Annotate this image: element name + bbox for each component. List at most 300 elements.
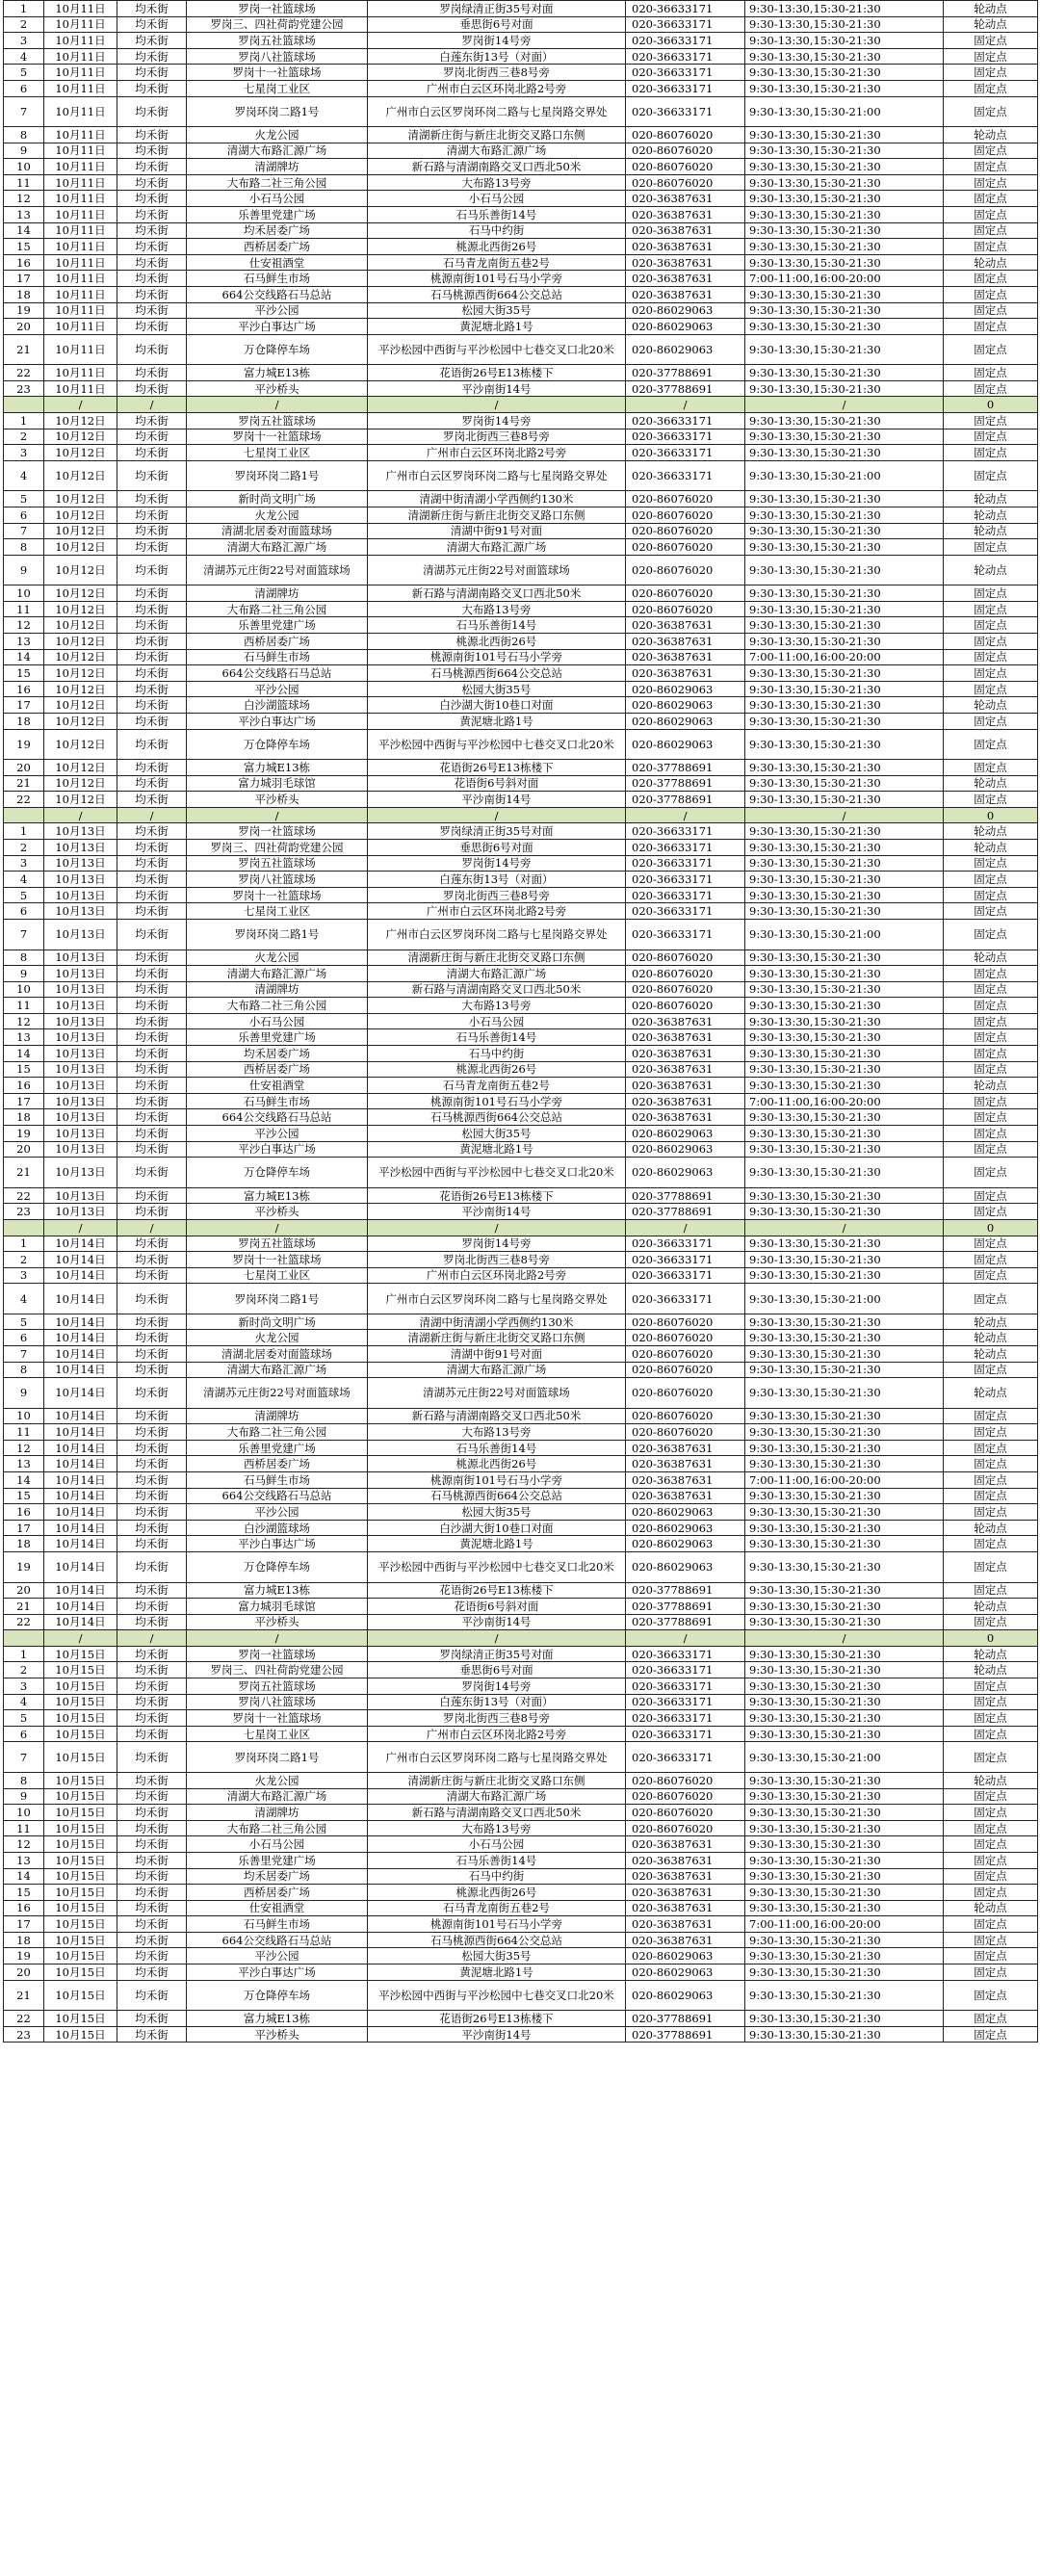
hours-cell: 7:00-11:00,16:00-20:00: [745, 1472, 944, 1489]
date-cell: 10月13日: [44, 823, 117, 840]
table-row: [4, 239, 1038, 255]
phone-cell: 020-37788691: [626, 2011, 745, 2027]
address-cell: 石马桃源西街664公交总站: [368, 287, 626, 303]
street-cell: 均禾街: [117, 1820, 187, 1836]
date-cell: 10月12日: [44, 460, 117, 491]
hours-cell: 7:00-11:00,16:00-20:00: [745, 1093, 944, 1109]
hours-cell: 9:30-13:30,15:30-21:30: [745, 1158, 944, 1188]
date-cell: 10月12日: [44, 697, 117, 714]
hours-cell: 9:30-13:30,15:30-21:00: [745, 460, 944, 491]
hours-cell: 9:30-13:30,15:30-21:30: [745, 665, 944, 682]
table-row: [4, 507, 1038, 523]
table-row: [4, 1126, 1038, 1142]
address-cell: 罗岗绿清正街35号对面: [368, 823, 626, 840]
phone-cell: 020-37788691: [626, 1614, 745, 1630]
site-type-cell: 固定点: [944, 143, 1038, 159]
hours-cell: 9:30-13:30,15:30-21:30: [745, 1488, 944, 1504]
phone-cell: 020-37788691: [626, 775, 745, 792]
site-name-cell: 罗岗十一社篮球场: [187, 887, 368, 903]
phone-cell: 020-86076020: [626, 1805, 745, 1821]
hours-cell: 9:30-13:30,15:30-21:30: [745, 855, 944, 872]
row-index: 19: [4, 729, 44, 760]
phone-cell: 020-36633171: [626, 429, 745, 445]
site-type-cell: 固定点: [944, 445, 1038, 461]
address-cell: 花语街26号E13栋楼下: [368, 760, 626, 776]
street-cell: 均禾街: [117, 1536, 187, 1552]
date-cell: 10月14日: [44, 1236, 117, 1252]
site-type-cell: 固定点: [944, 1852, 1038, 1868]
date-cell: 10月14日: [44, 1408, 117, 1424]
site-name-cell: 平沙公园: [187, 1948, 368, 1965]
phone-cell: 020-86076020: [626, 1314, 745, 1330]
row-index: 18: [4, 1109, 44, 1126]
hours-cell: 9:30-13:30,15:30-21:30: [745, 1662, 944, 1678]
date-cell: 10月12日: [44, 491, 117, 507]
table-row: [4, 2011, 1038, 2027]
phone-cell: 020-36387631: [626, 191, 745, 207]
row-index: 23: [4, 380, 44, 397]
site-name-cell: 清湖牌坊: [187, 1805, 368, 1821]
phone-cell: 020-36387631: [626, 1900, 745, 1916]
address-cell: 平沙南街14号: [368, 792, 626, 808]
site-type-cell: 固定点: [944, 302, 1038, 319]
date-cell: 10月11日: [44, 319, 117, 335]
date-cell: 10月11日: [44, 174, 117, 191]
address-cell: 平沙南街14号: [368, 1614, 626, 1630]
address-cell: 桃源北西街26号: [368, 1885, 626, 1901]
address-cell: 清湖大布路汇源广场: [368, 1788, 626, 1805]
date-cell: 10月14日: [44, 1552, 117, 1583]
row-index: 18: [4, 1536, 44, 1552]
street-cell: 均禾街: [117, 887, 187, 903]
hours-cell: 9:30-13:30,15:30-21:30: [745, 1314, 944, 1330]
phone-cell: 020-86076020: [626, 1788, 745, 1805]
separator-slash: /: [44, 397, 117, 413]
date-cell: 10月15日: [44, 1646, 117, 1662]
date-cell: 10月13日: [44, 1158, 117, 1188]
table-row: [4, 96, 1038, 127]
phone-cell: 020-36387631: [626, 1472, 745, 1489]
row-index: 7: [4, 96, 44, 127]
street-cell: 均禾街: [117, 760, 187, 776]
phone-cell: 020-36387631: [626, 1932, 745, 1948]
hours-cell: 9:30-13:30,15:30-21:30: [745, 1, 944, 17]
date-cell: 10月13日: [44, 981, 117, 998]
section-separator-row: [4, 1630, 1038, 1647]
address-cell: 桃源北西街26号: [368, 1456, 626, 1472]
separator-slash: /: [745, 1630, 944, 1647]
date-cell: 10月15日: [44, 1932, 117, 1948]
street-cell: 均禾街: [117, 950, 187, 966]
hours-cell: 9:30-13:30,15:30-21:30: [745, 1013, 944, 1029]
row-index: 9: [4, 555, 44, 585]
date-cell: 10月12日: [44, 555, 117, 585]
address-cell: 白沙湖大街10巷口对面: [368, 697, 626, 714]
phone-cell: 020-86076020: [626, 143, 745, 159]
street-cell: 均禾街: [117, 697, 187, 714]
site-name-cell: 大布路二社三角公园: [187, 601, 368, 617]
street-cell: 均禾街: [117, 254, 187, 271]
street-cell: 均禾街: [117, 1948, 187, 1965]
phone-cell: 020-86029063: [626, 1158, 745, 1188]
address-cell: 石马中约街: [368, 222, 626, 239]
hours-cell: 9:30-13:30,15:30-21:30: [745, 1029, 944, 1046]
table-row: [4, 634, 1038, 650]
table-row: [4, 760, 1038, 776]
site-name-cell: 火龙公园: [187, 1772, 368, 1788]
site-name-cell: 罗岗八社篮球场: [187, 48, 368, 65]
phone-cell: 020-36633171: [626, 1694, 745, 1710]
phone-cell: 020-36633171: [626, 1284, 745, 1314]
date-cell: 10月11日: [44, 254, 117, 271]
address-cell: 石马青龙南街五巷2号: [368, 254, 626, 271]
date-cell: 10月13日: [44, 872, 117, 888]
site-type-cell: 固定点: [944, 1836, 1038, 1853]
table-row: [4, 1852, 1038, 1868]
table-row: [4, 1900, 1038, 1916]
phone-cell: 020-86029063: [626, 1552, 745, 1583]
site-type-cell: 固定点: [944, 760, 1038, 776]
row-index: 12: [4, 1440, 44, 1456]
site-type-cell: 轮动点: [944, 697, 1038, 714]
phone-cell: 020-86076020: [626, 1345, 745, 1362]
address-cell: 黄泥塘北路1号: [368, 1965, 626, 1981]
row-index: 11: [4, 998, 44, 1014]
site-name-cell: 七星岗工业区: [187, 903, 368, 920]
table-row: [4, 1330, 1038, 1346]
separator-blank: [4, 1219, 44, 1236]
address-cell: 新石路与清湖南路交叉口西北50米: [368, 159, 626, 175]
address-cell: 石马桃源西街664公交总站: [368, 1109, 626, 1126]
phone-cell: 020-86029063: [626, 713, 745, 729]
table-row: [4, 365, 1038, 381]
hours-cell: 9:30-13:30,15:30-21:30: [745, 1726, 944, 1742]
date-cell: 10月15日: [44, 1726, 117, 1742]
hours-cell: 9:30-13:30,15:30-21:00: [745, 96, 944, 127]
site-name-cell: 平沙公园: [187, 681, 368, 697]
address-cell: 平沙松园中西街与平沙松园中七巷交叉口北20米: [368, 729, 626, 760]
table-row: [4, 1520, 1038, 1536]
site-name-cell: 664公交线路石马总站: [187, 1488, 368, 1504]
site-name-cell: 平沙公园: [187, 1126, 368, 1142]
table-row: [4, 1788, 1038, 1805]
date-cell: 10月14日: [44, 1330, 117, 1346]
separator-slash: /: [187, 1219, 368, 1236]
phone-cell: 020-36633171: [626, 1267, 745, 1284]
address-cell: 罗岗绿清正街35号对面: [368, 1646, 626, 1662]
street-cell: 均禾街: [117, 1742, 187, 1773]
date-cell: 10月13日: [44, 998, 117, 1014]
table-row: [4, 1284, 1038, 1314]
phone-cell: 020-86029063: [626, 1141, 745, 1158]
table-row: [4, 1948, 1038, 1965]
table-row: [4, 1408, 1038, 1424]
address-cell: 垂思街6号对面: [368, 16, 626, 33]
street-cell: 均禾街: [117, 1488, 187, 1504]
table-row: [4, 222, 1038, 239]
row-index: 23: [4, 1204, 44, 1220]
row-index: 6: [4, 1726, 44, 1742]
row-index: 7: [4, 523, 44, 539]
site-name-cell: 小石马公园: [187, 1836, 368, 1853]
table-row: [4, 1742, 1038, 1773]
table-row: [4, 1061, 1038, 1078]
row-index: 2: [4, 1252, 44, 1268]
hours-cell: 9:30-13:30,15:30-21:30: [745, 1440, 944, 1456]
separator-count: 0: [944, 1219, 1038, 1236]
hours-cell: 9:30-13:30,15:30-21:30: [745, 1046, 944, 1062]
date-cell: 10月14日: [44, 1582, 117, 1599]
street-cell: 均禾街: [117, 1424, 187, 1441]
table-row: [4, 1078, 1038, 1094]
phone-cell: 020-86076020: [626, 1408, 745, 1424]
row-index: 14: [4, 222, 44, 239]
street-cell: 均禾街: [117, 413, 187, 429]
row-index: 7: [4, 1345, 44, 1362]
table-row: [4, 143, 1038, 159]
phone-cell: 020-36387631: [626, 1093, 745, 1109]
table-row: [4, 491, 1038, 507]
street-cell: 均禾街: [117, 207, 187, 223]
phone-cell: 020-36387631: [626, 1916, 745, 1933]
hours-cell: 9:30-13:30,15:30-21:30: [745, 334, 944, 365]
hours-cell: 9:30-13:30,15:30-21:30: [745, 1852, 944, 1868]
street-cell: 均禾街: [117, 1267, 187, 1284]
address-cell: 花语街26号E13栋楼下: [368, 1187, 626, 1204]
site-name-cell: 富力城E13栋: [187, 1187, 368, 1204]
date-cell: 10月15日: [44, 1694, 117, 1710]
row-index: 10: [4, 981, 44, 998]
phone-cell: 020-36387631: [626, 1078, 745, 1094]
date-cell: 10月11日: [44, 287, 117, 303]
date-cell: 10月11日: [44, 65, 117, 81]
date-cell: 10月13日: [44, 1029, 117, 1046]
separator-slash: /: [626, 397, 745, 413]
site-name-cell: 仕安祖酒堂: [187, 1078, 368, 1094]
hours-cell: 9:30-13:30,15:30-21:30: [745, 445, 944, 461]
date-cell: 10月11日: [44, 222, 117, 239]
site-type-cell: 轮动点: [944, 1, 1038, 17]
site-type-cell: 固定点: [944, 1788, 1038, 1805]
row-index: 7: [4, 920, 44, 950]
phone-cell: 020-37788691: [626, 380, 745, 397]
table-row: [4, 254, 1038, 271]
row-index: 16: [4, 1504, 44, 1521]
street-cell: 均禾街: [117, 491, 187, 507]
address-cell: 清湖新庄街与新庄北街交叉路口东侧: [368, 1772, 626, 1788]
address-cell: 清湖大布路汇源广场: [368, 539, 626, 556]
address-cell: 清湖苏元庄街22号对面篮球场: [368, 555, 626, 585]
table-row: [4, 1694, 1038, 1710]
hours-cell: 9:30-13:30,15:30-21:30: [745, 1408, 944, 1424]
separator-slash: /: [117, 397, 187, 413]
phone-cell: 020-36387631: [626, 1885, 745, 1901]
street-cell: 均禾街: [117, 1710, 187, 1727]
site-type-cell: 固定点: [944, 1061, 1038, 1078]
row-index: 21: [4, 1158, 44, 1188]
phone-cell: 020-86076020: [626, 1378, 745, 1409]
hours-cell: 9:30-13:30,15:30-21:30: [745, 207, 944, 223]
street-cell: 均禾街: [117, 1504, 187, 1521]
phone-cell: 020-86029063: [626, 1504, 745, 1521]
hours-cell: 9:30-13:30,15:30-21:30: [745, 302, 944, 319]
phone-cell: 020-86029063: [626, 729, 745, 760]
table-row: [4, 33, 1038, 49]
date-cell: 10月14日: [44, 1504, 117, 1521]
table-row: [4, 998, 1038, 1014]
address-cell: 平沙松园中西街与平沙松园中七巷交叉口北20米: [368, 1552, 626, 1583]
site-type-cell: 固定点: [944, 174, 1038, 191]
date-cell: 10月13日: [44, 1204, 117, 1220]
separator-blank: [4, 807, 44, 823]
separator-slash: /: [117, 1630, 187, 1647]
site-name-cell: 清湖大布路汇源广场: [187, 966, 368, 982]
date-cell: 10月11日: [44, 1, 117, 17]
phone-cell: 020-37788691: [626, 760, 745, 776]
site-name-cell: 清湖牌坊: [187, 585, 368, 602]
address-cell: 清湖中街清湖小学西侧约130米: [368, 1314, 626, 1330]
date-cell: 10月12日: [44, 507, 117, 523]
row-index: 22: [4, 1614, 44, 1630]
site-name-cell: 大布路二社三角公园: [187, 1424, 368, 1441]
phone-cell: 020-36633171: [626, 1678, 745, 1695]
row-index: 3: [4, 445, 44, 461]
hours-cell: 9:30-13:30,15:30-21:30: [745, 585, 944, 602]
phone-cell: 020-37788691: [626, 1599, 745, 1615]
site-type-cell: 固定点: [944, 271, 1038, 287]
site-name-cell: 罗岗一社篮球场: [187, 1646, 368, 1662]
hours-cell: 9:30-13:30,15:30-21:30: [745, 617, 944, 634]
site-type-cell: 固定点: [944, 1204, 1038, 1220]
site-type-cell: 固定点: [944, 966, 1038, 982]
site-type-cell: 固定点: [944, 585, 1038, 602]
row-index: 8: [4, 1772, 44, 1788]
hours-cell: 9:30-13:30,15:30-21:30: [745, 760, 944, 776]
address-cell: 广州市白云区罗岗环岗二路与七星岗路交界处: [368, 1284, 626, 1314]
date-cell: 10月12日: [44, 601, 117, 617]
separator-slash: /: [44, 1219, 117, 1236]
address-cell: 清湖苏元庄街22号对面篮球场: [368, 1378, 626, 1409]
hours-cell: 9:30-13:30,15:30-21:30: [745, 239, 944, 255]
phone-cell: 020-86076020: [626, 966, 745, 982]
hours-cell: 9:30-13:30,15:30-21:00: [745, 1284, 944, 1314]
phone-cell: 020-86029063: [626, 1948, 745, 1965]
phone-cell: 020-36633171: [626, 413, 745, 429]
row-index: 9: [4, 1378, 44, 1409]
site-type-cell: 固定点: [944, 1582, 1038, 1599]
street-cell: 均禾街: [117, 334, 187, 365]
separator-count: 0: [944, 1630, 1038, 1647]
hours-cell: 9:30-13:30,15:30-21:30: [745, 634, 944, 650]
site-name-cell: 罗岗环岗二路1号: [187, 96, 368, 127]
address-cell: 小石马公园: [368, 1013, 626, 1029]
table-row: [4, 1820, 1038, 1836]
site-name-cell: 罗岗五社篮球场: [187, 1236, 368, 1252]
site-type-cell: 固定点: [944, 1093, 1038, 1109]
date-cell: 10月15日: [44, 1788, 117, 1805]
row-index: 15: [4, 1061, 44, 1078]
table-row: [4, 585, 1038, 602]
address-cell: 花语街26号E13栋楼下: [368, 365, 626, 381]
row-index: 1: [4, 413, 44, 429]
table-row: [4, 159, 1038, 175]
address-cell: 清湖新庄街与新庄北街交叉路口东侧: [368, 127, 626, 143]
row-index: 17: [4, 271, 44, 287]
row-index: 17: [4, 1093, 44, 1109]
site-name-cell: 大布路二社三角公园: [187, 1820, 368, 1836]
date-cell: 10月12日: [44, 665, 117, 682]
phone-cell: 020-86076020: [626, 1330, 745, 1346]
row-index: 9: [4, 143, 44, 159]
table-row: [4, 127, 1038, 143]
date-cell: 10月13日: [44, 855, 117, 872]
street-cell: 均禾街: [117, 1126, 187, 1142]
address-cell: 清湖大布路汇源广场: [368, 143, 626, 159]
date-cell: 10月14日: [44, 1614, 117, 1630]
site-type-cell: 固定点: [944, 1805, 1038, 1821]
street-cell: 均禾街: [117, 96, 187, 127]
hours-cell: 9:30-13:30,15:30-21:30: [745, 1345, 944, 1362]
date-cell: 10月12日: [44, 523, 117, 539]
site-type-cell: 固定点: [944, 319, 1038, 335]
site-type-cell: 固定点: [944, 1980, 1038, 2011]
site-type-cell: 固定点: [944, 1536, 1038, 1552]
table-row: [4, 1965, 1038, 1981]
row-index: 20: [4, 319, 44, 335]
phone-cell: 020-86029063: [626, 681, 745, 697]
site-type-cell: 固定点: [944, 65, 1038, 81]
street-cell: 均禾街: [117, 271, 187, 287]
street-cell: 均禾街: [117, 1078, 187, 1094]
phone-cell: 020-36387631: [626, 665, 745, 682]
row-index: 11: [4, 1424, 44, 1441]
row-index: 2: [4, 840, 44, 856]
street-cell: 均禾街: [117, 507, 187, 523]
phone-cell: 020-86076020: [626, 998, 745, 1014]
phone-cell: 020-36633171: [626, 903, 745, 920]
date-cell: 10月12日: [44, 429, 117, 445]
date-cell: 10月11日: [44, 302, 117, 319]
hours-cell: 9:30-13:30,15:30-21:30: [745, 1678, 944, 1695]
table-row: [4, 1536, 1038, 1552]
address-cell: 石马桃源西街664公交总站: [368, 1488, 626, 1504]
row-index: 19: [4, 302, 44, 319]
date-cell: 10月15日: [44, 1772, 117, 1788]
site-name-cell: 清湖牌坊: [187, 1408, 368, 1424]
address-cell: 清湖中街清湖小学西侧约130米: [368, 491, 626, 507]
phone-cell: 020-86076020: [626, 507, 745, 523]
separator-slash: /: [745, 1219, 944, 1236]
phone-cell: 020-37788691: [626, 1582, 745, 1599]
site-name-cell: 西桥居委广场: [187, 1885, 368, 1901]
table-row: [4, 665, 1038, 682]
phone-cell: 020-86076020: [626, 1772, 745, 1788]
hours-cell: 9:30-13:30,15:30-21:30: [745, 1236, 944, 1252]
site-type-cell: 固定点: [944, 729, 1038, 760]
table-row: [4, 445, 1038, 461]
street-cell: 均禾街: [117, 1805, 187, 1821]
site-type-cell: 轮动点: [944, 1599, 1038, 1615]
row-index: 1: [4, 1236, 44, 1252]
row-index: 10: [4, 585, 44, 602]
phone-cell: 020-86076020: [626, 159, 745, 175]
address-cell: 石马桃源西街664公交总站: [368, 665, 626, 682]
hours-cell: 9:30-13:30,15:30-21:30: [745, 413, 944, 429]
row-index: 6: [4, 507, 44, 523]
site-type-cell: 轮动点: [944, 1520, 1038, 1536]
date-cell: 10月14日: [44, 1362, 117, 1378]
site-type-cell: 固定点: [944, 2011, 1038, 2027]
